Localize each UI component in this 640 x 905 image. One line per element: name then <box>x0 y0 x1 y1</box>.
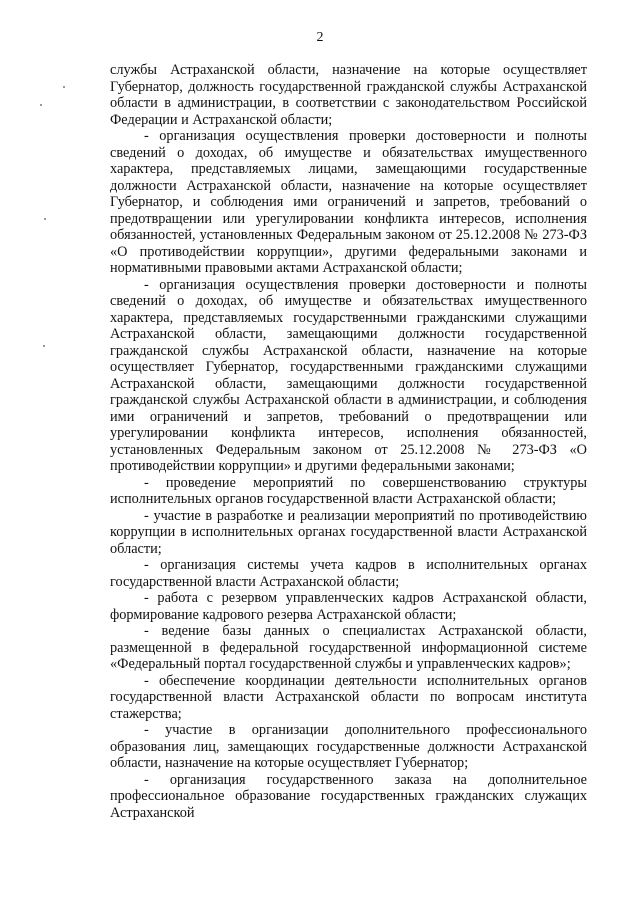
scan-speck <box>63 86 65 88</box>
paragraph-4: - проведение мероприятий по совершенствованию структуры исполнительных органов государственной власти Астраханской области; <box>110 474 587 507</box>
paragraph-6: - организация системы учета кадров в исполнительных органах государственной власти Астраханской области; <box>110 557 587 590</box>
paragraph-5: - участие в разработке и реализации мероприятий по противодействию коррупции в исполнительных органах государственной власти Астраханской области; <box>110 507 587 557</box>
scan-speck <box>44 218 46 220</box>
paragraph-10: - участие в организации дополнительного профессионального образования лиц, замещающих государственные должности Астраханской области, назначение на которые осуществляет Губернатор; <box>110 722 587 771</box>
paragraph-8: - ведение базы данных о специалистах Астраханской области, размещенной в федеральной государственной информационной системе «Федеральный портал государственной службы и управленческих кадров»; <box>110 623 587 672</box>
paragraph-9: - обеспечение координации деятельности исполнительных органов государственной власти Астраханской области по вопросам института стажерства; <box>110 672 587 722</box>
scan-speck <box>43 345 45 347</box>
paragraph-7: - работа с резервом управленческих кадров Астраханской области, формирование кадрового резерва Астраханской области; <box>110 590 587 623</box>
paragraph-1: службы Астраханской области, назначение на которые осуществляет Губернатор, должность государственной гражданской службы Астраханской области в администрации, в соответствии с законодательством Российской Федерации и Астраханской области; <box>110 62 587 128</box>
document-body <box>110 62 587 821</box>
paragraph-11: - организация государственного заказа на дополнительное профессиональное образование государственных гражданских служащих Астраханской <box>110 771 587 821</box>
paragraph-3: - организация осуществления проверки достоверности и полноты сведений о доходах, об имуществе и обязательствах имущественного характера, представляемых государственными гражданскими служащими Астраханской области, замещающими должности государственной гражданской службы Астраханской области, назначение на которые осуществляет Губернатор, государственными гражданскими служащими Астраханской области, замещающими должности государственной гражданской службы Астраханской области в администрации, и соблюдения ими ограничений и запретов, требований о предотвращении или урегулировании конфликта интересов, исполнения обязанностей, установленных Федеральным законом от 25.12.2008 № 273-ФЗ «О противодействии коррупции» и другими федеральными законами; <box>110 276 587 474</box>
page-number: 2 <box>316 30 324 45</box>
paragraph-2: - организация осуществления проверки достоверности и полноты сведений о доходах, об имуществе и обязательствах имущественного характера, представляемых лицами, замещающими государственные должности Астраханской области, назначение на которые осуществляет Губернатор, и соблюдения ими ограничений и запретов, требований о предотвращении или урегулировании конфликта интересов, исполнения обязанностей, установленных Федеральным законом от 25.12.2008 № 273-ФЗ «О противодействии коррупции», другими федеральными законами и нормативными правовыми актами Астраханской области; <box>110 128 587 276</box>
scan-speck <box>40 104 42 106</box>
